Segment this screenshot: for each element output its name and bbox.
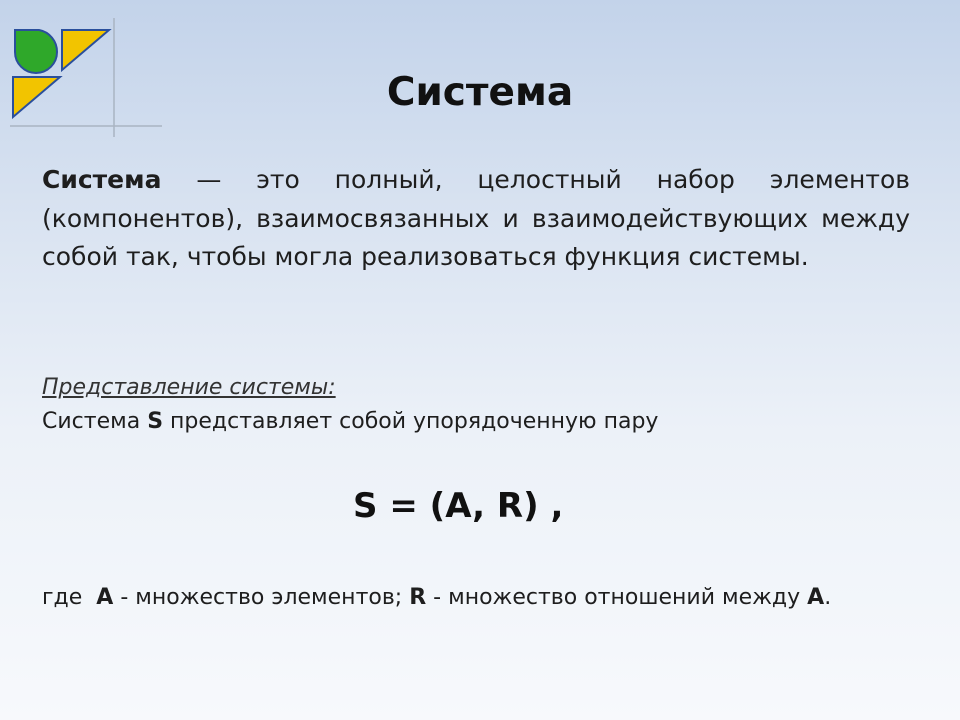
slide-title: Система [386, 70, 574, 115]
representation-symbol: S [147, 409, 164, 434]
logo-yellow-triangle-top [62, 30, 109, 70]
explanation-r-text: - множество отношений между [426, 585, 808, 610]
representation-heading: Представление системы: [42, 375, 336, 400]
definition-text: — это полный, целостный набор элементов (компонентов), взаимосвязанных и взаимодействующих между собой так, чтобы могла реализоваться функция системы. [42, 165, 910, 271]
formula: S = (A, R) , [353, 486, 564, 526]
representation-suffix: представляет собой упорядоченную пару [163, 409, 659, 434]
explanation-symbol-a: A [96, 585, 114, 610]
explanation-symbol-a2: A [807, 585, 825, 610]
explanation-symbol-r: R [409, 585, 427, 610]
explanation-a-text: - множество элементов; [113, 585, 410, 610]
explanation-where: где [42, 585, 97, 610]
definition-paragraph [42, 161, 910, 277]
explanation [42, 585, 831, 610]
logo-green-leaf [15, 30, 57, 73]
explanation-end: . [824, 585, 832, 610]
representation-prefix: Система [42, 409, 148, 434]
definition-term: Система [42, 165, 162, 194]
representation-text [42, 409, 658, 434]
